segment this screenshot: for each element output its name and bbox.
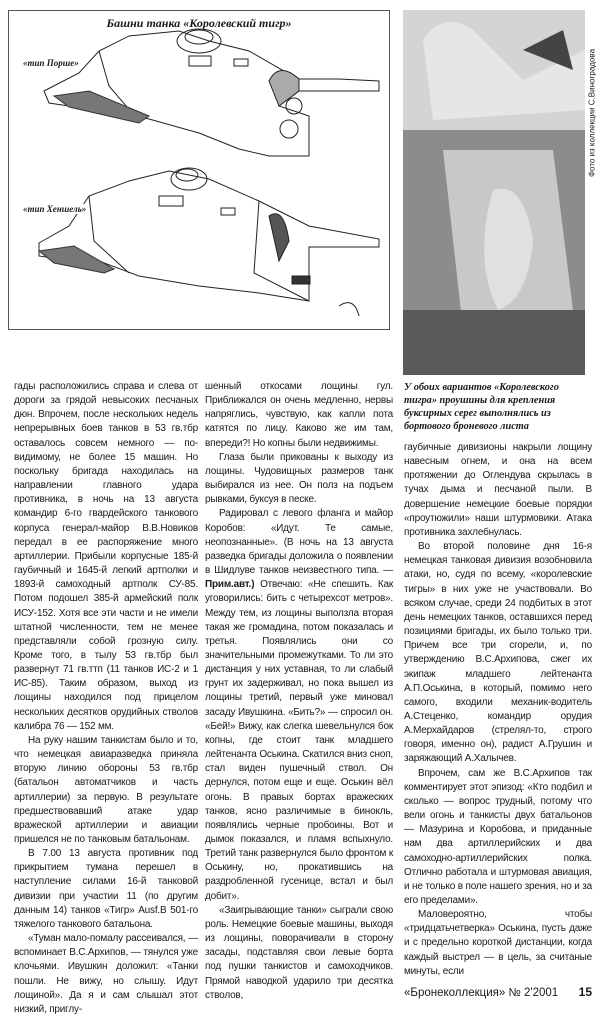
text-column-2 <box>205 380 393 1003</box>
paragraph-text: Отвечаю: «Не спешить. Как уговорились: бить с четырехсот метров». Между тем, из лощины выползла вторая такая же громадина, потом показалась и третья. Появлялись они со значительными промежутками. То ли это дистанция у них уставная, то ли слабый грунт их задерживал, но пока вышел из лощины третий, первый уже миновал засаду Ивушкина. «Бить?» — спросил он. «Бей!» Вижу, как слегка шевельнулся бок копны, где стоит танк младшего лейтенанта Оськина. Скатился вниз сноп, стал виден пушечный ствол. Он дернулся, потом еще и еще. Оськин вёл огонь. В правых бортах вражеских танков, ясно различимые в бинокль, появлялись черные пробоины. Вот и дымок показался, и пламя вспыхнуло. Третий танк развернулся было фронтом к Оськину, но, прокатившись на раздробленной гусенице, встал и был добит». <box>205 579 393 902</box>
label-henschel-type: «тип Хеншель» <box>23 204 87 214</box>
porsche-turret-drawing <box>44 29 379 156</box>
tank-hull-photo <box>403 10 585 375</box>
paragraph: шенный откосами лощины гул. Приближался он очень медленно, нервы напряглись, чувствую, как капли пота катятся по лицу. Каково же им там, впереди?! Но копны были недвижимы. <box>205 381 393 449</box>
paragraph: гаубичные дивизионы накрыли лощину навесным огнем, и она на всем протяжении до Оглендува скрылась в тучах дыма и песчаной пыли. В довершение немецкие боевые порядки «проутюжили» наши штурмовики. Атака противника захлебнулась. <box>404 442 592 538</box>
photo-credit: Фото из коллекции С.Виноградова <box>587 48 597 177</box>
paragraph: Впрочем, сам же В.С.Архипов так комментирует этот эпизод: «Кто подбил и сколько — вопрос трудный, потому что вели огонь и танкисты двух батальонов — Мазурина и Коробова, и приданные нам два артиллерийских и два самоходно-артиллерийских полка. Отлично работала и штурмовая авиация, и не только в поле нашего зрения, но и за его пределами». <box>404 767 592 906</box>
photo-shapes <box>403 10 585 375</box>
paragraph: Глаза были прикованы к выходу из лощины. Чудовищных размеров танк выбирался из нее. Он полз на подъем рывками, буксуя в песке. <box>205 451 393 506</box>
paragraph: «Заигрывающие танки» сыграли свою роль. Немецкие боевые машины, выходя из лощины, поворачивали в сторону засады, подставляя свои левые борта под пушки танкистов и самоходчиков. Прямой наводкой ударило три десятка стволов, <box>205 904 393 1001</box>
text-column-1 <box>14 380 198 1017</box>
paragraph: Во второй половине дня 16-я немецкая танковая дивизия возобновила атаки, но, судя по всему, «королевские тигры» в них уже не участвовали. Во всяком случае, среди 24 подбитых в этот день немецких танков, оставшихся перед позициями бригады, их было только три. Причем все три сгорели, и, по утверждению В.С.Архипова, сжег их экипаж младшего лейтенанта А.П.Оськина, в который, помимо него самого, входили механик-водитель А.Стеценко, командир орудия А.Мерхайдаров (стрелял-то, строго говоря, именно он), радист А.Грушин и заряжающий А.Халычев. <box>404 541 592 765</box>
magazine-footer: «Бронеколлекция» № 2'2001 <box>404 986 559 999</box>
paragraph: На руку нашим танкистам было и то, что немецкая авиаразведка приняла вторую линию обороны 53 гв.тбр (батальон автоматчиков и часть артиллерии) за первую. В результате предшествовавший атаке удар вражеской артиллерии и авиации пришелся не по танковым батальонам. <box>14 734 198 845</box>
paragraph: Маловероятно, чтобы «тридцатьчетверка» Оськина, пусть даже и с предельно короткой дистанции, когда каждый выстрел — в цель, за считаные минуты, если <box>404 909 592 977</box>
page-number: 15 <box>578 984 592 999</box>
paragraph: «Туман мало-помалу рассеивался, — вспоминает В.С.Архипов, — тянулся уже клочьями. Ивушкин доложил: «Танки пошли. Не вижу, но слышу. Идут лощиной». Да я и сам слышал этот низкий, приглу- <box>14 933 198 1015</box>
paragraph: гады расположились справа и слева от дороги за грядой невысоких песчаных дюн. Впрочем, после нескольких недель непрерывных боев танков в 53 гв.тбр оставалось совсем немного — по-видимому, не более 15 машин. Но поскольку бригада находилась на направлении главного удара противника, в ночь на 13 августа командир 6-го гвардейского танкового корпуса генерал-майор В.В.Новиков передал в ее распоряжение много артиллерии. Прибыли корпусные 185-й гаубичный и 1645-й легкий артполки и 1893-й самоходный артполк СУ-85. Потом подошел 385-й армейский полк ИСУ-152. Хотя все эти части и не имели штатной численности, тем не менее представляли собой грозную силу. Кроме того, в тылу 53 гв.тбр был развернут 71 гв.ттп (11 танков ИС-2 и 1 ИС-85). Таким образом, выход из лощины находился под прицелом нескольких десятков орудийных стволов калибра 76 — 152 мм. <box>14 381 198 732</box>
paragraph-text: Радировал с левого фланга и майор Коробов: «Идут. Те самые, неопознанные». (В ночь на 13 августа разведка бригады доложила о появлении в Шидлуве танков неизвестного типа. — <box>205 508 393 577</box>
figure-title: Башни танка «Королевский тигр» <box>106 16 292 30</box>
photo-caption: У обоих вариантов «Королевского тигра» проушины для крепления буксирных серег выполнялись из бортового броневого листа <box>404 382 559 432</box>
author-note: Прим.авт.) <box>205 579 255 591</box>
paragraph: В 7.00 13 августа противник под прикрытием тумана перешел в наступление силами 16-й танковой дивизии при участии 11 (по другим данным 14) танков «Тигр» Ausf.B 501-го тяжелого танкового батальона. <box>14 848 198 930</box>
paragraph <box>205 507 393 903</box>
turret-drawings-figure <box>8 10 390 330</box>
right-column-flow <box>404 381 592 1003</box>
label-porsche-type: «тип Порше» <box>23 58 79 68</box>
henschel-turret-drawing <box>39 168 379 316</box>
text-column-3 <box>404 441 592 979</box>
page-footer <box>404 985 592 1003</box>
